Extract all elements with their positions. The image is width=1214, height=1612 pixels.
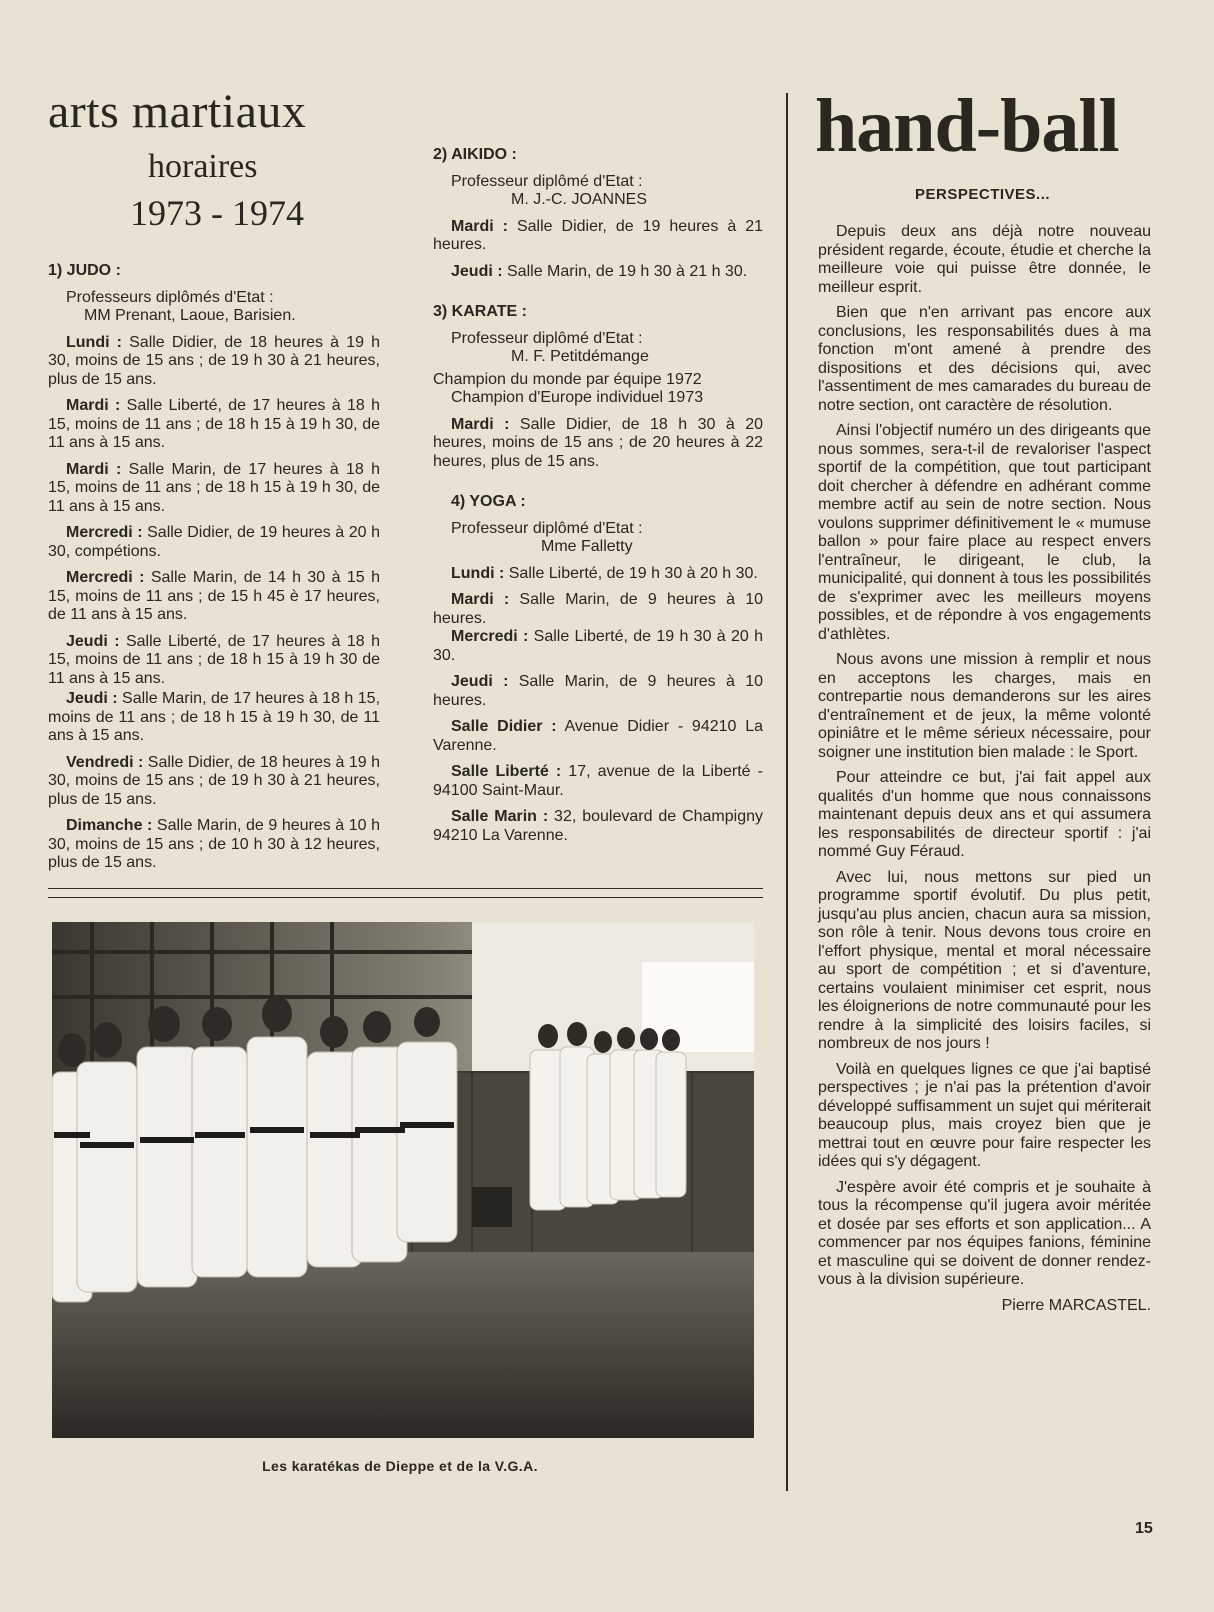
horizontal-rule bbox=[48, 897, 763, 898]
schedule-item: Mercredi : Salle Didier, de 19 heures à 20 h 30, compétions. bbox=[48, 524, 380, 560]
address-item: Salle Didier : Avenue Didier - 94210 La Varenne. bbox=[433, 718, 763, 754]
schedule-item: Mardi : Salle Marin, de 9 heures à 10 heures. bbox=[433, 591, 763, 627]
schedule-item: Jeudi : Salle Marin, de 17 heures à 18 h 15, moins de 11 ans ; de 18 h 15 à 19 h 30, de 11 ans à 15 ans. bbox=[48, 690, 381, 744]
schedule-item: Mardi : Salle Didier, de 18 h 30 à 20 heures, moins de 15 ans ; de 20 heures à 22 heures, plus de 15 ans. bbox=[433, 415, 763, 470]
signature: Pierre MARCASTEL. bbox=[1001, 1296, 1151, 1314]
teachers-names: M. J.-C. JOANNES bbox=[511, 191, 648, 208]
column-aikido-karate-yoga bbox=[433, 146, 763, 853]
address-item: Salle Marin : 32, boulevard de Champigny 94210 La Varenne. bbox=[433, 808, 763, 844]
photo-karatekas-image bbox=[52, 922, 754, 1438]
paragraph: Bien que n'en arrivant pas encore aux conclusions, les responsabilités dues à ma fonction m'ont amené à prendre des dispositions et des décisions qui, avec l'assentiment de mes camarades du bureau de notre section, ont caractère de résolution. bbox=[818, 304, 1151, 414]
column-divider bbox=[786, 93, 788, 1491]
paragraph: Depuis deux ans déjà notre nouveau président regarde, écoute, étudie et cherche la meilleure voie qui puisse être donnée, le meilleur esprit. bbox=[818, 223, 1151, 296]
column-judo bbox=[48, 262, 380, 881]
photo-karatekas bbox=[52, 922, 754, 1438]
schedule-item: Dimanche : Salle Marin, de 9 heures à 10 h 30, moins de 15 ans ; de 10 h 30 à 12 heures, plus de 15 ans. bbox=[48, 817, 380, 871]
article-title-arts-martiaux: arts martiaux bbox=[48, 85, 307, 138]
page-number: 15 bbox=[1135, 1520, 1153, 1537]
teachers-label: Professeur diplômé d'Etat : bbox=[451, 519, 643, 537]
article-title-hand-ball: hand-ball bbox=[815, 84, 1119, 168]
schedule-item: Jeudi : Salle Marin, de 19 h 30 à 21 h 30. bbox=[451, 262, 748, 280]
horizontal-rule bbox=[48, 888, 763, 889]
teachers-label: Professeur diplômé d'Etat : bbox=[451, 329, 643, 347]
article-subtitle: horaires bbox=[148, 148, 258, 185]
photo-caption: Les karatékas de Dieppe et de la V.G.A. bbox=[262, 1458, 538, 1474]
champion-title: Champion du monde par équipe 1972 bbox=[433, 370, 702, 388]
section-heading-judo: 1) JUDO : bbox=[48, 262, 121, 279]
teachers-label: Professeur diplômé d'Etat : bbox=[451, 172, 643, 190]
paragraph: Avec lui, nous mettons sur pied un programme sportif évolutif. Du plus petit, jusqu'au plus ancien, chacun aura sa mission, son rôle à tenir. Nous devons tous croire en l'effort physique, mental et moral nécessaire au sport de compétition ; et si d'aventure, certains voulaient minimiser cet esprit, nous les éloignerions de notre communauté pour les rendre à la simplicité des loisirs faciles, si nombreux de nos jours ! bbox=[818, 868, 1151, 1052]
paragraph: Nous avons une mission à remplir et nous en acceptons les charges, mais en contrepartie nous demanderons sur les aires d'entraînement et de jeux, la même volonté opiniâtre et le même sérieux nécessaire, pour soigner une institution bien malade : le Sport. bbox=[818, 651, 1151, 761]
address-item: Salle Liberté : 17, avenue de la Liberté - 94100 Saint-Maur. bbox=[433, 763, 764, 799]
article-subtitle-perspectives: PERSPECTIVES... bbox=[915, 186, 1051, 203]
section-heading-yoga: 4) YOGA : bbox=[451, 493, 526, 510]
schedule-item: Vendredi : Salle Didier, de 18 heures à 19 h 30, moins de 15 ans ; de 19 h 30 à 21 heures, plus de 15 ans. bbox=[48, 753, 380, 808]
article-years: 1973 - 1974 bbox=[130, 193, 304, 233]
schedule-item: Mardi : Salle Liberté, de 17 heures à 18 h 15, moins de 11 ans ; de 18 h 15 à 19 h 30, de 11 ans à 15 ans. bbox=[48, 397, 380, 451]
section-heading-aikido: 2) AIKIDO : bbox=[433, 146, 517, 163]
teachers-label: Professeurs diplômés d'Etat : bbox=[66, 288, 274, 306]
paragraph: Ainsi l'objectif numéro un des dirigeants que nous sommes, sera-t-il de revaloriser l'aspect sportif de la compétition, que tout participant doit chercher à défendre en adhérant comme membre actif au sein de notre section. Nous voulons supprimer définitivement le « mumuse ballon » pour faire place au respect envers l'entraîneur, le dirigeant, le club, la municipalité, qui donnent à tous les possibilités de s'exprimer avec les meilleurs moyens possibles, et de répondre à vos engagements d'athlètes. bbox=[818, 422, 1151, 643]
schedule-item: Jeudi : Salle Marin, de 9 heures à 10 heures. bbox=[433, 673, 763, 709]
schedule-item: Jeudi : Salle Liberté, de 17 heures à 18 h 15, moins de 11 ans ; de 18 h 15 à 19 h 30 de 11 ans à 15 ans. bbox=[48, 632, 380, 687]
column-hand-ball-text bbox=[818, 223, 1151, 1322]
schedule-item: Lundi : Salle Didier, de 18 heures à 19 h 30, moins de 15 ans ; de 19 h 30 à 21 heures, plus de 15 ans. bbox=[48, 333, 381, 388]
section-heading-karate: 3) KARATE : bbox=[433, 303, 527, 320]
schedule-item: Mardi : Salle Marin, de 17 heures à 18 h 15, moins de 11 ans ; de 18 h 15 à 19 h 30, de 11 ans à 15 ans. bbox=[48, 460, 381, 515]
schedule-item: Lundi : Salle Liberté, de 19 h 30 à 20 h 30. bbox=[451, 564, 758, 582]
teachers-names: MM Prenant, Laoue, Barisien. bbox=[84, 307, 296, 324]
teachers-names: M. F. Petitdémange bbox=[511, 348, 649, 365]
schedule-item: Mercredi : Salle Marin, de 14 h 30 à 15 h 15, moins de 11 ans ; de 15 h 45 è 17 heures, de 11 ans à 15 ans. bbox=[48, 569, 381, 623]
paragraph: Voilà en quelques lignes ce que j'ai baptisé perspectives ; je n'ai pas la prétention d'avoir développé suffisamment un sujet qui mériterait beaucoup plus, mais croyez bien que je mettrai tout en œuvre pour faire respecter les idées qui s'y dégagent. bbox=[818, 1060, 1151, 1170]
paragraph: Pour atteindre ce but, j'ai fait appel aux qualités d'un homme que nous connaissons maintenant depuis deux ans et qui assumera les responsabilités de directeur sportif : j'ai nommé Guy Féraud. bbox=[818, 769, 1151, 860]
paragraph: J'espère avoir été compris et je souhaite à tous la récompense qu'il jugera avoir méritée et dosée par ses efforts et son application... A commencer par nos équipes fanions, féminine et masculine qui se doivent de donner rendez-vous à la division supérieure. bbox=[818, 1178, 1151, 1288]
champion-title: Champion d'Europe individuel 1973 bbox=[451, 389, 704, 406]
schedule-item: Mercredi : Salle Liberté, de 19 h 30 à 20 h 30. bbox=[433, 628, 763, 664]
teachers-names: Mme Falletty bbox=[541, 538, 633, 555]
schedule-item: Mardi : Salle Didier, de 19 heures à 21 heures. bbox=[433, 217, 763, 253]
